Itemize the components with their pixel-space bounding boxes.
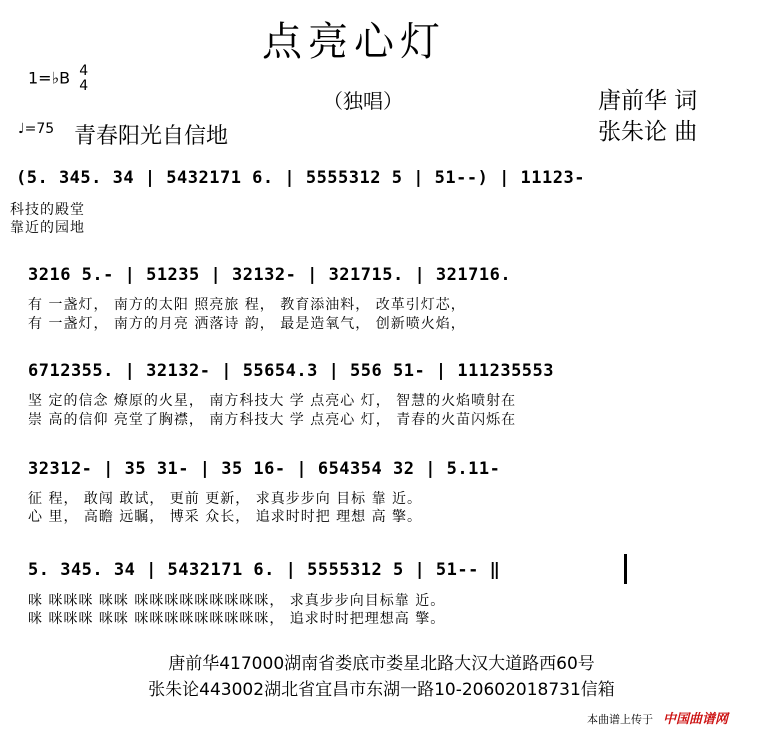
notation-line-4: 32312- | 35 31- | 35 16- | 654354 32 | 5.11- (28, 459, 501, 479)
composer-address: 张朱论443002湖北省宜昌市东湖一路10-20602018731信箱 (148, 680, 615, 700)
lyric-line-3b: 崇 高的信仰 亮堂了胸襟， 南方科技大 学 点亮心 灯， 青春的火苗闪烁在 (28, 412, 517, 428)
lyric-line-4a: 征 程， 敢闯 敢试， 更前 更新， 求真步步向 目标 靠 近。 (28, 491, 423, 507)
lyric-line-4b: 心 里， 高瞻 远瞩， 博采 众长， 追求时时把 理想 高 擎。 (28, 509, 423, 525)
time-signature (79, 64, 88, 94)
notation-line-2: 3216 5.- | 51235 | 32132- | 321715. | 321716. (28, 265, 512, 285)
song-subtitle: （独唱） (323, 89, 403, 113)
key-label: 1=♭B (28, 68, 71, 88)
lyric-line-1b: 靠近的园地 (10, 220, 85, 236)
lyric-line-5a: 咪 咪咪咪 咪咪 咪咪咪咪咪咪咪咪咪， 求真步步向目标靠 近。 (28, 593, 446, 609)
lyric-line-5b: 咪 咪咪咪 咪咪 咪咪咪咪咪咪咪咪咪， 追求时时把理想高 擎。 (28, 611, 446, 627)
tempo-mark: ♩=75 (18, 121, 55, 137)
composer-credit: 张朱论 曲 (598, 119, 698, 145)
meter-top: 4 (79, 63, 89, 79)
song-title: 点亮心灯 (262, 19, 446, 65)
lyric-line-2a: 有 一盏灯， 南方的太阳 照亮旅 程， 教育添油料， 改革引灯芯， (28, 297, 466, 313)
lyricist-address: 唐前华417000湖南省娄底市娄星北路大汉大道路西60号 (168, 654, 595, 674)
lyric-line-2b: 有 一盏灯， 南方的月亮 洒落诗 韵， 最是造氧气， 创新喷火焰， (28, 316, 466, 332)
meter-bottom: 4 (79, 78, 89, 94)
key-signature (28, 64, 88, 94)
notation-line-1: (5. 345. 34 | 5432171 6. | 5555312 5 | 51--) | 11123- (16, 168, 585, 188)
expression-mark: 青春阳光自信地 (74, 124, 229, 149)
final-barline (624, 554, 627, 584)
notation-line-5: 5. 345. 34 | 5432171 6. | 5555312 5 | 51-- ‖ (28, 560, 501, 580)
lyric-line-1a: 科技的殿堂 (10, 202, 85, 218)
upload-source-text: 本曲谱上传于 (587, 713, 653, 726)
notation-line-3: 6712355. | 32132- | 55654.3 | 556 51- | 111235553 (28, 361, 555, 381)
lyricist-credit: 唐前华 词 (598, 88, 698, 114)
site-logo[interactable]: 中国曲谱网 (663, 712, 729, 727)
lyric-line-3a: 坚 定的信念 燎原的火星， 南方科技大 学 点亮心 灯， 智慧的火焰喷射在 (28, 393, 517, 409)
